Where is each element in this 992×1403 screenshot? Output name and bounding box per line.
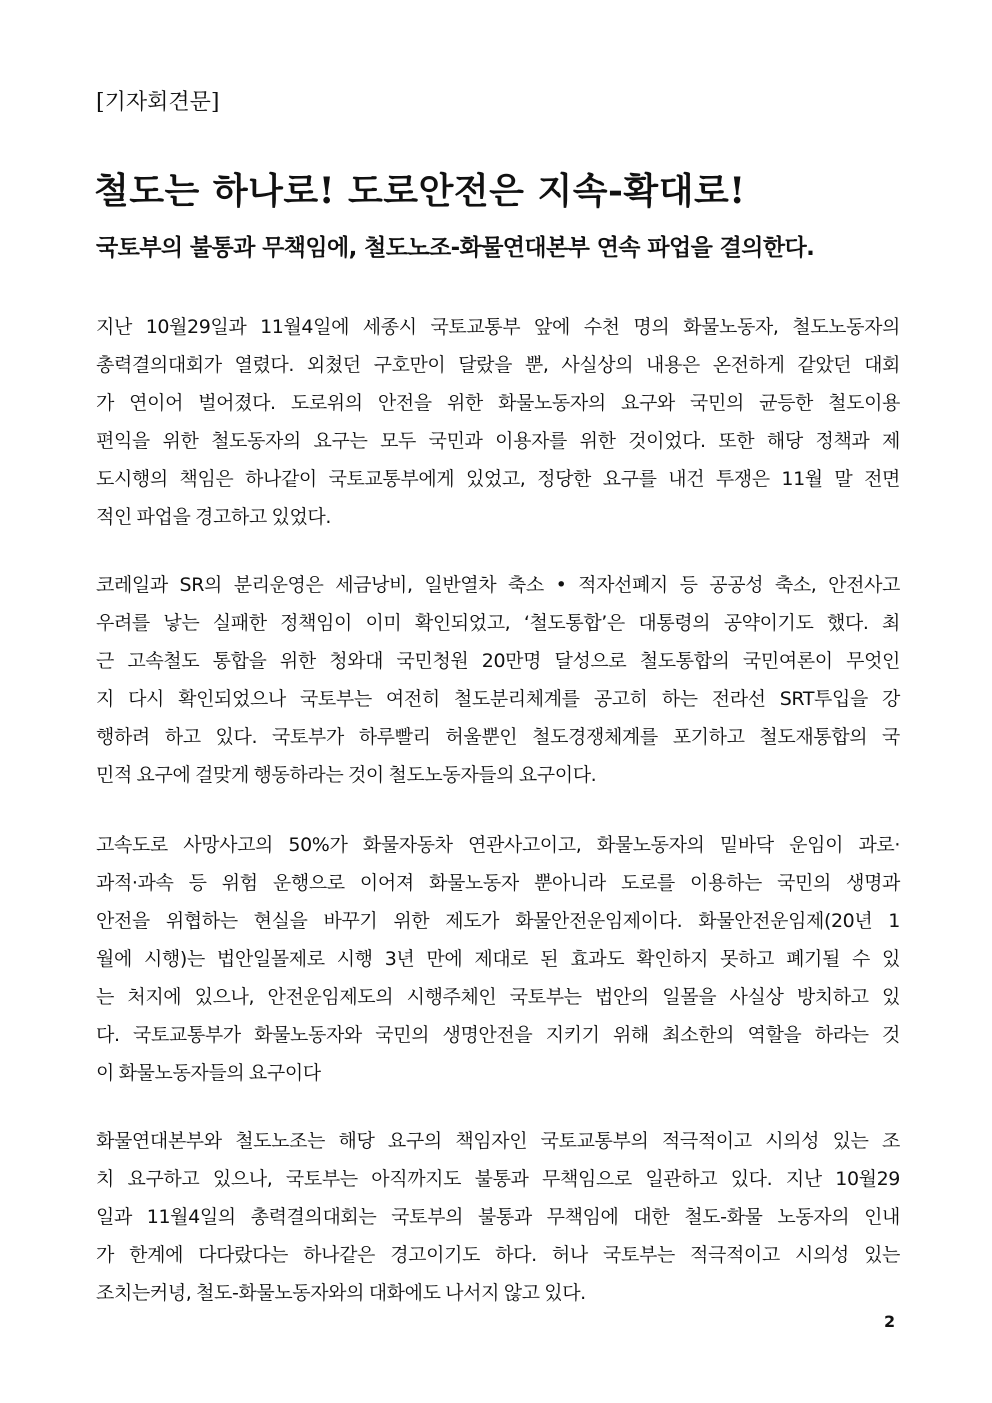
document-title: 철도는 하나로! 도로안전은 지속-확대로! bbox=[94, 170, 746, 212]
paragraph-line: 지난 10월29일과 11월4일에 세종시 국토교통부 앞에 수천 명의 화물노동자, 철도노동자의 bbox=[96, 316, 900, 338]
paragraph-line: 는 처지에 있으나, 안전운임제도의 시행주체인 국토부는 법안의 일몰을 사실상 방치하고 있 bbox=[96, 986, 900, 1008]
paragraph-3 bbox=[96, 826, 900, 1092]
paragraph-line: 도시행의 책임은 하나같이 국토교통부에게 있었고, 정당한 요구를 내건 투쟁은 11월 말 전면 bbox=[96, 468, 900, 490]
paragraph-line: 행하려 하고 있다. 국토부가 하루빨리 허울뿐인 철도경쟁체계를 포기하고 철도재통합의 국 bbox=[96, 726, 900, 748]
paragraph-line: 과적·과속 등 위험 운행으로 이어져 화물노동자 뿐아니라 도로를 이용하는 국민의 생명과 bbox=[96, 872, 900, 894]
paragraph-line: 가 한계에 다다랐다는 하나같은 경고이기도 하다. 허나 국토부는 적극적이고 시의성 있는 bbox=[96, 1244, 900, 1266]
document-subtitle: 국토부의 불통과 무책임에, 철도노조-화물연대본부 연속 파업을 결의한다. bbox=[96, 235, 815, 261]
paragraph-line: 우려를 낳는 실패한 정책임이 이미 확인되었고, ‘철도통합’은 대통령의 공약이기도 했다. 최 bbox=[96, 612, 900, 634]
paragraph-line: 다. 국토교통부가 화물노동자와 국민의 생명안전을 지키기 위해 최소한의 역할을 하라는 것 bbox=[96, 1024, 900, 1046]
paragraph-line: 가 연이어 벌어졌다. 도로위의 안전을 위한 화물노동자의 요구와 국민의 균등한 철도이용 bbox=[96, 392, 900, 414]
paragraph-line: 코레일과 SR의 분리운영은 세금낭비, 일반열차 축소 • 적자선폐지 등 공공성 축소, 안전사고 bbox=[96, 574, 900, 596]
paragraph-line: 치 요구하고 있으나, 국토부는 아직까지도 불통과 무책임으로 일관하고 있다. 지난 10월29 bbox=[96, 1168, 900, 1190]
paragraph-4 bbox=[96, 1122, 900, 1312]
paragraph-line: 민적 요구에 걸맞게 행동하라는 것이 철도노동자들의 요구이다. bbox=[96, 764, 597, 786]
paragraph-2 bbox=[96, 566, 900, 794]
paragraph-line: 적인 파업을 경고하고 있었다. bbox=[96, 506, 332, 528]
paragraph-1 bbox=[96, 308, 900, 536]
paragraph-line: 화물연대본부와 철도노조는 해당 요구의 책임자인 국토교통부의 적극적이고 시의성 있는 조 bbox=[96, 1130, 900, 1152]
paragraph-line: 안전을 위협하는 현실을 바꾸기 위한 제도가 화물안전운임제이다. 화물안전운임제(20년 1 bbox=[96, 910, 900, 932]
page-number: 2 bbox=[884, 1312, 896, 1331]
paragraph-line: 월에 시행)는 법안일몰제로 시행 3년 만에 제대로 된 효과도 확인하지 못하고 폐기될 수 있 bbox=[96, 948, 900, 970]
paragraph-line: 고속도로 사망사고의 50%가 화물자동차 연관사고이고, 화물노동자의 밑바닥 운임이 과로· bbox=[96, 834, 900, 856]
paragraph-line: 편익을 위한 철도동자의 요구는 모두 국민과 이용자를 위한 것이었다. 또한 해당 정책과 제 bbox=[96, 430, 900, 452]
paragraph-line: 조치는커녕, 철도-화물노동자와의 대화에도 나서지 않고 있다. bbox=[96, 1282, 586, 1304]
paragraph-line: 근 고속철도 통합을 위한 청와대 국민청원 20만명 달성으로 철도통합의 국민여론이 무엇인 bbox=[96, 650, 900, 672]
paragraph-line: 총력결의대회가 열렸다. 외쳤던 구호만이 달랐을 뿐, 사실상의 내용은 온전하게 같았던 대회 bbox=[96, 354, 900, 376]
document-label: [기자회견문] bbox=[96, 90, 220, 115]
paragraph-line: 이 화물노동자들의 요구이다 bbox=[96, 1062, 321, 1084]
paragraph-line: 지 다시 확인되었으나 국토부는 여전히 철도분리체계를 공고히 하는 전라선 SRT투입을 강 bbox=[96, 688, 900, 710]
paragraph-line: 일과 11월4일의 총력결의대회는 국토부의 불통과 무책임에 대한 철도-화물 노동자의 인내 bbox=[96, 1206, 900, 1228]
